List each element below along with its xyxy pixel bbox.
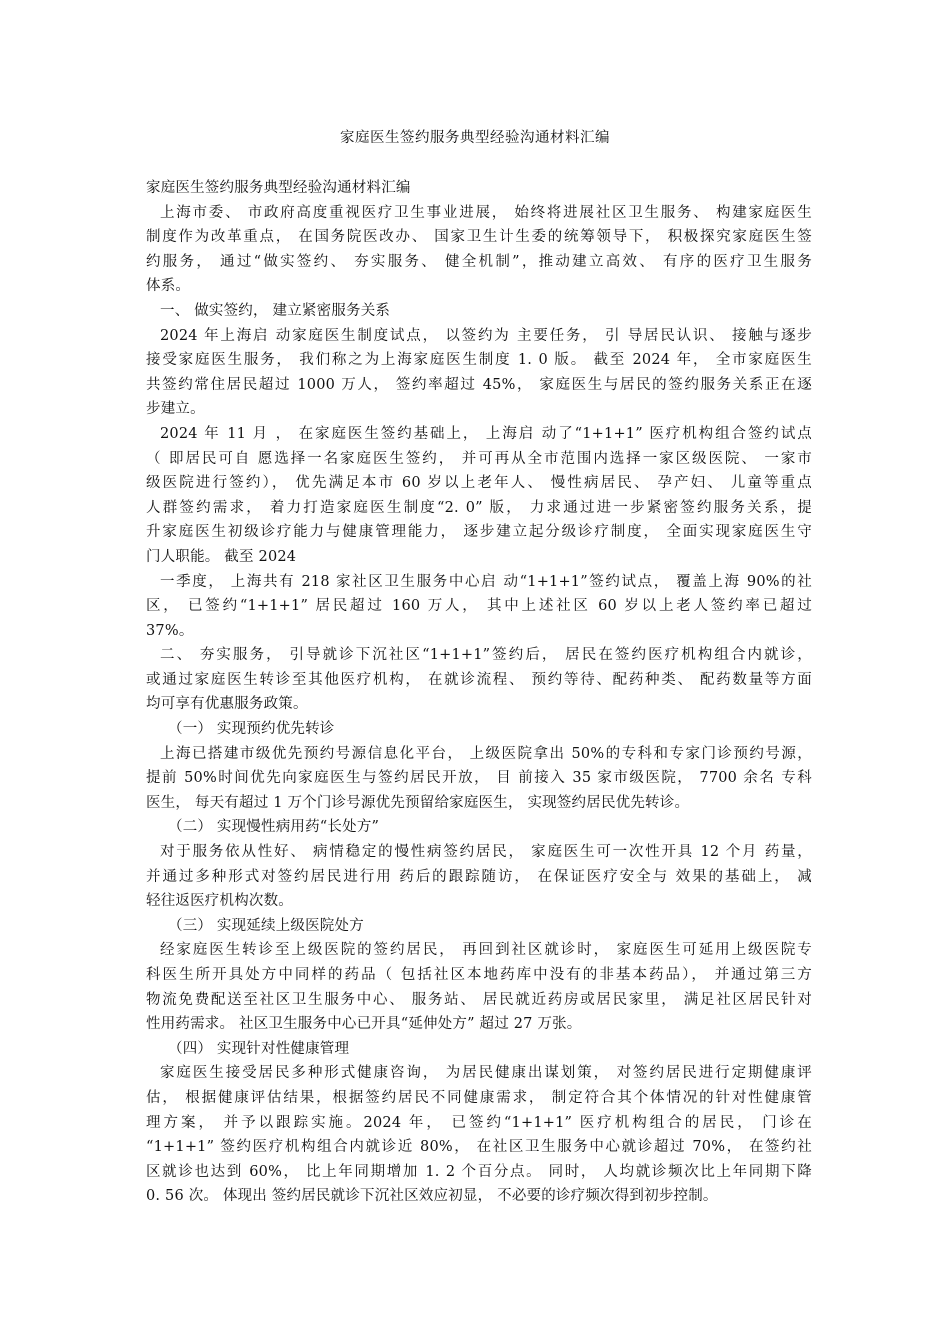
page-title: 家庭医生签约服务典型经验沟通材料汇编: [340, 130, 610, 146]
text-line: 二、 夯实服务， 引导就诊下沉社区“1+1+1”签约后， 居民在签约医疗机构组合内就诊，: [160, 647, 812, 664]
text-line: 上海已搭建市级优先预约号源信息化平台， 上级医院拿出 50%的专科和专家门诊预约号源，: [160, 745, 812, 762]
text-line: 均可享有优惠服务政策。: [146, 696, 308, 713]
text-line: 家庭医生接受居民多种形式健康咨询， 为居民健康出谋划策， 对签约居民进行定期健康评: [160, 1065, 812, 1082]
text-line: 区， 已签约“1+1+1” 居民超过 160 万人， 其中上述社区 60 岁以上老人签约率已超过: [146, 598, 812, 615]
text-line: 一季度， 上海共有 218 家社区卫生服务中心启 动“1+1+1”签约试点， 覆盖上海 90%的社: [160, 573, 812, 590]
text-line: 人群签约需求， 着力打造家庭医生制度“2. 0” 版， 力求通过进一步紧密签约服务关系，提: [146, 499, 812, 516]
text-line: 或通过家庭医生转诊至其他医疗机构， 在就诊流程、 预约等待、配药种类、 配药数量等方面: [146, 671, 812, 688]
text-line: 共签约常住居民超过 1000 万人， 签约率超过 45%， 家庭医生与居民的签约服务关系正在逐: [146, 376, 812, 393]
text-line: 体系。: [146, 278, 191, 295]
text-line: 估， 根据健康评估结果，根据签约居民不同健康需求， 制定符合其个体情况的针对性健康管: [146, 1089, 812, 1106]
text-line: 性用药需求。 社区卫生服务中心已开具“延伸处方” 超过 27 万张。: [146, 1016, 582, 1033]
text-line: 经家庭医生转诊至上级医院的签约居民， 再回到社区就诊时， 家庭医生可延用上级医院专: [160, 942, 812, 959]
document-body: [146, 176, 812, 1209]
text-line: （三） 实现延续上级医院处方: [168, 917, 364, 934]
text-line: 区就诊也达到 60%， 比上年同期增加 1. 2 个百分点。 同时， 人均就诊频次比上年同期下降: [146, 1163, 812, 1180]
text-line: 步建立。: [146, 401, 205, 418]
text-line: 并通过多种形式对签约居民进行用 药后的跟踪随访， 在保证医疗安全与 效果的基础上， 减: [146, 868, 812, 885]
text-line: 接受家庭医生服务， 我们称之为上海家庭医生制度 1. 0 版。 截至 2024 年， 全市家庭医生: [146, 352, 812, 369]
text-line: 2024 年 11 月 ， 在家庭医生签约基础上， 上海启 动了“1+1+1” 医疗机构组合签约试点: [160, 425, 812, 442]
text-line: 2024 年上海启 动家庭医生制度试点， 以签约为 主要任务， 引 导居民认识、 接触与逐步: [160, 327, 812, 344]
text-line: 物流免费配送至社区卫生服务中心、 服务站、 居民就近药房或居民家里， 满足社区居民针对: [146, 991, 812, 1008]
text-line: “1+1+1” 签约医疗机构组合内就诊近 80%， 在社区卫生服务中心就诊超过 70%， 在签约社: [146, 1139, 812, 1156]
text-line: 家庭医生签约服务典型经验沟通材料汇编: [146, 180, 411, 196]
text-line: 轻往返医疗机构次数。: [146, 893, 293, 910]
text-line: 对于服务依从性好、 病情稳定的慢性病签约居民， 家庭医生可一次性开具 12 个月 药量，: [160, 844, 812, 861]
text-line: （ 即居民可自 愿选择一名家庭医生签约， 并可再从全市范围内选择一家区级医院、 一家市: [146, 450, 812, 467]
text-line: 科医生所开具处方中同样的药品（ 包括社区本地药库中没有的非基本药品）， 并通过第三方: [146, 967, 812, 983]
text-line: 升家庭医生初级诊疗能力与健康管理能力， 逐步建立起分级诊疗制度， 全面实现家庭医生守: [146, 524, 812, 541]
text-line: 一、 做实签约， 建立紧密服务关系: [160, 302, 391, 319]
text-line: 理方案， 并予以跟踪实施。2024 年， 已签约“1+1+1” 医疗机构组合的居民， 门诊在: [146, 1114, 812, 1131]
text-line: 制度作为改革重点， 在国务院医改办、 国家卫生计生委的统筹领导下， 积极探究家庭医生签: [146, 229, 812, 246]
text-line: 医生， 每天有超过 1 万个门诊号源优先预留给家庭医生， 实现签约居民优先转诊。: [146, 794, 690, 811]
text-line: 提前 50%时间优先向家庭医生与签约居民开放， 目 前接入 35 家市级医院， 7700 余名 专科: [146, 770, 812, 787]
text-line: 门人职能。 截至 2024: [146, 548, 297, 565]
text-line: 级医院进行签约）， 优先满足本市 60 岁以上老年人、 慢性病居民、 孕产妇、 儿童等重点: [146, 475, 812, 492]
text-line: （二） 实现慢性病用药“长处方”: [168, 819, 380, 836]
text-line: 约服务， 通过“做实签约、 夯实服务、 健全机制”，推动建立高效、 有序的医疗卫生服务: [146, 253, 812, 270]
text-line: （四） 实现针对性健康管理: [168, 1040, 350, 1057]
text-line: 上海市委、 市政府高度重视医疗卫生事业进展， 始终将进展社区卫生服务、 构建家庭医生: [160, 204, 812, 221]
text-line: （一） 实现预约优先转诊: [168, 721, 335, 738]
text-line: 0. 56 次。 体现出 签约居民就诊下沉社区效应初显， 不必要的诊疗频次得到初步控制。: [146, 1188, 718, 1205]
text-line: 37%。: [146, 622, 194, 639]
